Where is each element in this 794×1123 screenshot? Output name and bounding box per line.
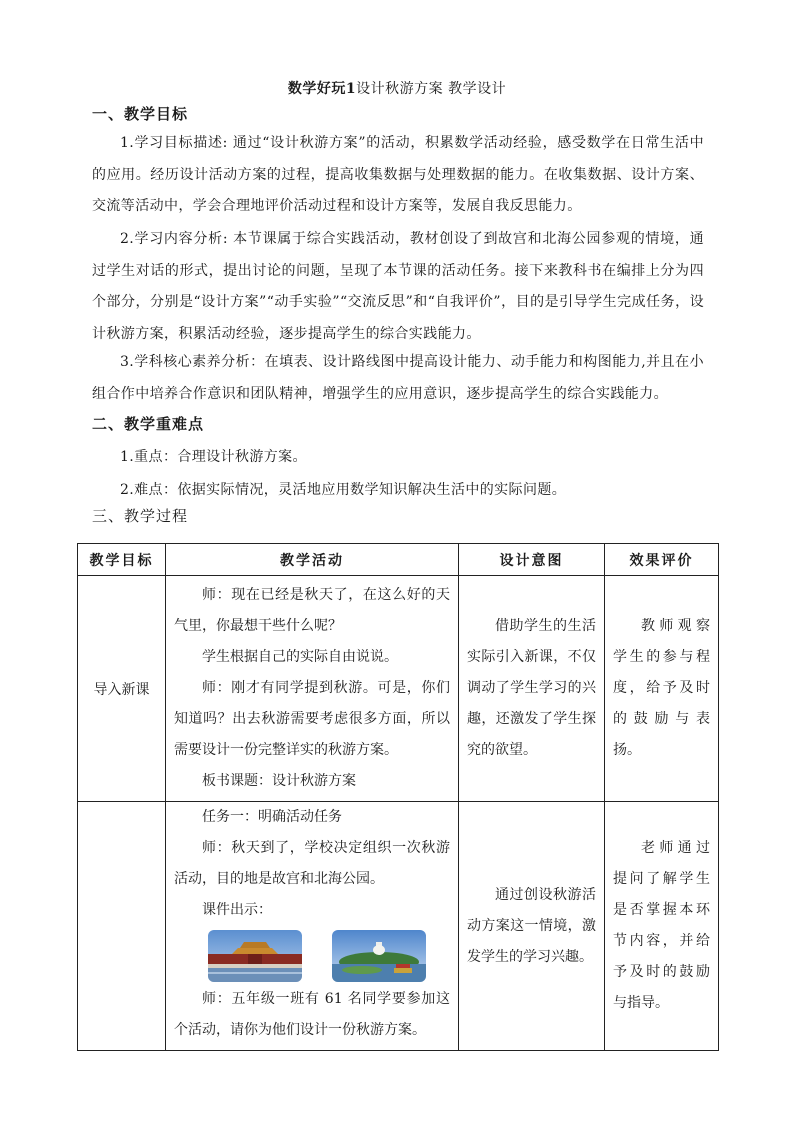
table-row [78,576,719,802]
row1-activity [166,576,459,802]
teaching-process-table [77,543,719,1051]
row2-activity-line: 师：五年级一班有 61 名同学要参加这个活动，请你为他们设计一份秋游方案。 [174,991,450,1038]
section-heading-objectives: 一、教学目标 [92,105,189,123]
title-bold-part: 数学好玩1 [287,81,357,97]
row1-goal: 导入新课 [78,576,166,802]
row2-activity-line: 任务一：明确活动任务 [202,809,342,825]
forbidden-city-photo [208,930,302,982]
row2-evaluation-text: 老师通过提问了解学生是否掌握本环节内容，并给予及时的鼓励与指导。 [613,840,710,1011]
row2-intent-text: 通过创设秋游活动方案这一情境，激发学生的学习兴趣。 [467,886,596,965]
row1-evaluation-text: 教师观察学生的参与程度，给予及时的鼓励与表扬。 [613,618,710,758]
title-rest-part: 设计秋游方案 教学设计 [356,81,507,97]
row1-intent [459,576,605,802]
row2-activity-line: 师：秋天到了，学校决定组织一次秋游活动，目的地是故宫和北海公园。 [174,840,450,887]
row1-evaluation [605,576,719,802]
row1-activity-line: 师：现在已经是秋天了，在这么好的天气里，你最想干些什么呢？ [174,587,450,634]
table-row [78,802,719,1051]
row2-activity-line: 课件出示： [202,902,272,918]
row2-evaluation [605,802,719,1051]
row2-intent [459,802,605,1051]
header-intent: 设计意图 [459,544,605,576]
section-heading-key-points: 二、教学重难点 [92,415,205,433]
table-header-row [78,544,719,576]
paragraph-content-analysis: 2.学习内容分析: 本节课属于综合实践活动，教材创设了到故宫和北海公园参观的情境，通过学生对话的形式，提出讨论的问题，呈现了本节课的活动任务。接下来教科书在编排上分为四个部分，分别是“设计方案”“动手实验”“交流反思”和“自我评价”，目的是引导学生完成任务，设计秋游方案，积累活动经验，逐步提高学生的综合实践能力。 [92,231,704,342]
paragraph-core-literacy: 3.学科核心素养分析：在填表、设计路线图中提高设计能力、动手能力和构图能力,并且在小组合作中培养合作意识和团队精神，增强学生的应用意识，逐步提高学生的综合实践能力。 [92,354,704,402]
key-point: 1.重点：合理设计秋游方案。 [120,449,307,465]
courseware-images [174,926,450,984]
row2-activity [166,802,459,1051]
header-activity: 教学活动 [166,544,459,576]
difficult-point: 2.难点：依据实际情况，灵活地应用数学知识解决生活中的实际问题。 [120,482,567,498]
row1-activity-line: 学生根据自己的实际自由说说。 [202,649,398,665]
row1-activity-line: 板书课题：设计秋游方案 [202,773,356,789]
paragraph-learning-goals: 1.学习目标描述: 通过“设计秋游方案”的活动，积累数学活动经验，感受数学在日常生活中的应用。经历设计活动方案的过程，提高收集数据与处理数据的能力。在收集数据、设计方案、交流等活动中，学会合理地评价活动过程和设计方案等，发展自我反思能力。 [92,135,704,214]
beihai-park-photo [332,930,426,982]
header-evaluation: 效果评价 [605,544,719,576]
row1-intent-text: 借助学生的生活实际引入新课，不仅调动了学生学习的兴趣，还激发了学生探究的欲望。 [467,618,596,758]
header-goal: 教学目标 [78,544,166,576]
section-heading-process: 三、教学过程 [92,507,189,525]
row2-goal [78,802,166,1051]
document-title [0,78,794,98]
row1-activity-line: 师：刚才有同学提到秋游。可是，你们知道吗？出去秋游需要考虑很多方面，所以需要设计一份完整详实的秋游方案。 [174,680,450,758]
